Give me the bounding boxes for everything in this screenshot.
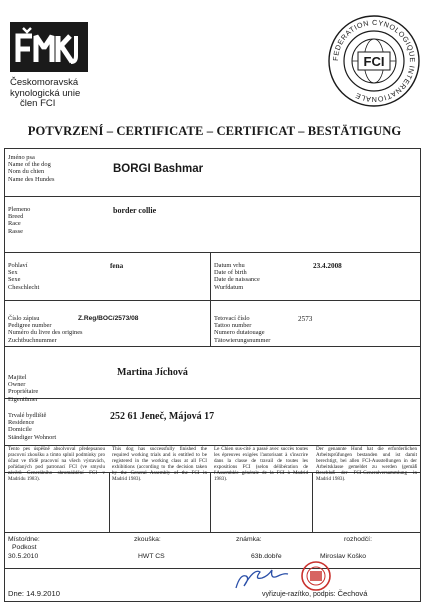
separator xyxy=(4,196,421,197)
tattoo-label-cz: Tetovací číslo xyxy=(214,315,250,322)
column-divider xyxy=(312,472,313,532)
form-frame xyxy=(4,148,421,602)
footer-date xyxy=(8,589,60,598)
tattoo-label-en: Tattoo number xyxy=(214,322,252,330)
dob-label-en: Date of birth xyxy=(214,269,247,277)
footer-date-value: 14.9.2010 xyxy=(26,589,60,598)
dog-name-label-cz: Jméno psa xyxy=(8,154,35,161)
separator xyxy=(4,568,421,569)
org-name-line3: člen FCI xyxy=(20,98,56,109)
dog-name-label-en: Name of the dog xyxy=(8,161,51,169)
statement-cz: Tento pes úspěšně absolvoval předepsanou pracovní zkoušku a tímto splnil podmínky pro účast ve třídě pracovní na všech výstavách, pořádaných pod patronací FCI (ve smyslu závěrů Generálního shromáždění FCI v Madridu 1983). xyxy=(8,446,105,482)
sex-label-de: Cheschlecht xyxy=(8,283,40,291)
column-divider xyxy=(210,252,211,346)
exam-date-value: 30.5.2010 xyxy=(8,552,39,560)
fci-seal-ring-text: FEDERATION CYNOLOGIQUE INTERNATIONALE xyxy=(330,17,418,105)
dob-label-cz: Datum vrhu xyxy=(214,262,245,269)
exam-place xyxy=(8,536,40,561)
cmku-logo xyxy=(10,22,88,72)
pedigree-label-cz: Číslo zápisu xyxy=(8,315,40,322)
pedigree-label-de: Zuchtbuchnummer xyxy=(8,336,57,344)
cmku-logo-mark xyxy=(10,22,88,72)
official-stamp xyxy=(300,560,332,592)
separator xyxy=(4,300,421,301)
org-name xyxy=(10,78,80,110)
column-divider xyxy=(210,472,211,532)
dog-name-value: BORGI Bashmar xyxy=(113,163,204,175)
breed-label-fr: Race xyxy=(8,220,21,228)
residence-label-cz: Trvalé bydliště xyxy=(8,412,47,419)
dob-label-de: Wurfdatum xyxy=(214,283,244,291)
sex-value: fena xyxy=(110,262,124,270)
statement-de: Der genannte Hund hat die erforderlichen Arbeitsprüfungen bestanden und ist damit berechtigt, bei allen FCI-Ausstellungen in der Arbeitsklasse gemeldet zu werden (gemäß Beschluß der FCI-Generalversammlung in Madrid 1983). xyxy=(316,446,417,482)
breed-label-cz: Plemeno xyxy=(8,206,31,213)
residence-label-en: Residence xyxy=(8,419,35,427)
exam-value: HWT CS xyxy=(138,553,165,560)
breed-label-de: Rasse xyxy=(8,227,23,235)
org-name-line1: Českomoravská xyxy=(10,77,79,88)
org-name-line2: kynologická unie xyxy=(10,87,81,99)
sex-label-cz: Pohlaví xyxy=(8,262,28,269)
owner-label-fr: Propriétaire xyxy=(8,388,39,396)
footer-issued xyxy=(262,589,367,598)
judge-value: Miroslav Koško xyxy=(320,553,367,560)
breed-labels xyxy=(8,206,30,235)
dog-name-labels xyxy=(8,154,55,183)
pedigree-labels xyxy=(8,315,83,344)
tattoo-value: 2573 xyxy=(298,315,313,323)
statement-fr: Le Chien sus-cité a passé avec succès toutes les épreuves exigées l'autorisant à s'inscrire dans la classe de travail de toutes les expositions FCI (selon délibération de l'Assemblée générale de la FCI à Madrid 1983). xyxy=(214,446,308,482)
footer-date-label: Dne: xyxy=(8,589,25,598)
statement-en: This dog has successfully finished the required working trials and is entitled to be registered in the working class at all FCI exhibitions (according to the decision taken by the General Assembly of the FCI in Madrid 1983). xyxy=(112,446,207,482)
breed-label-en: Breed xyxy=(8,213,24,221)
judge-label: rozhodčí: xyxy=(344,536,372,543)
dob-label-fr: Date de naissance xyxy=(214,276,260,284)
pedigree-label-en: Pedigree number xyxy=(8,322,52,330)
owner-label-cz: Majitel xyxy=(8,374,27,381)
residence-label-de: Ständiger Wohnort xyxy=(8,433,57,441)
dog-name-label-de: Name des Hundes xyxy=(8,175,55,183)
sex-label-en: Sex xyxy=(8,269,18,277)
footer-issued-label: vyřizuje-razítko, podpis: xyxy=(262,591,336,598)
footer-issued-value: Čechová xyxy=(337,589,368,598)
separator xyxy=(4,532,421,533)
column-divider xyxy=(109,472,110,532)
separator xyxy=(4,252,421,253)
tattoo-label-de: Tätowierungsnummer xyxy=(214,336,271,344)
dob-labels xyxy=(214,262,260,291)
dob-value: 23.4.2008 xyxy=(313,262,342,270)
residence-label-fr: Domicile xyxy=(8,426,32,434)
residence-value: 252 61 Jeneč, Májová 17 xyxy=(110,411,215,422)
tattoo-labels xyxy=(214,315,270,344)
certificate-title: POTVRZENÍ – CERTIFICATE – CERTIFICAT – BESTÄTIGUNG xyxy=(27,124,402,138)
grade-value: 63b.dobře xyxy=(251,553,282,560)
sex-label-fr: Sexe xyxy=(8,276,21,284)
owner-label-en: Owner xyxy=(8,381,26,389)
fci-seal xyxy=(327,14,421,108)
residence-labels xyxy=(8,412,56,441)
fci-seal-center: FCI xyxy=(363,54,385,69)
separator xyxy=(4,398,421,399)
exam-label: zkouška: xyxy=(134,536,161,543)
grade-label: známka: xyxy=(236,536,262,543)
dog-name-label-fr: Nom du chien xyxy=(8,168,45,176)
owner-value: Martina Jíchová xyxy=(117,367,188,378)
separator xyxy=(4,346,421,347)
pedigree-value: Z.Reg/BOC/2573/08 xyxy=(78,315,139,322)
owner-label-de: Eigentümer xyxy=(8,395,38,403)
breed-value: border collie xyxy=(113,206,157,215)
owner-labels xyxy=(8,374,38,403)
exam-place-value: Podkost xyxy=(12,544,37,552)
exam-place-label: Místo/dne: xyxy=(8,536,40,543)
pedigree-label-fr: Numéro du livre des origines xyxy=(8,329,83,337)
tattoo-label-fr: Numero dutatouage xyxy=(214,329,265,337)
sex-labels xyxy=(8,262,39,291)
